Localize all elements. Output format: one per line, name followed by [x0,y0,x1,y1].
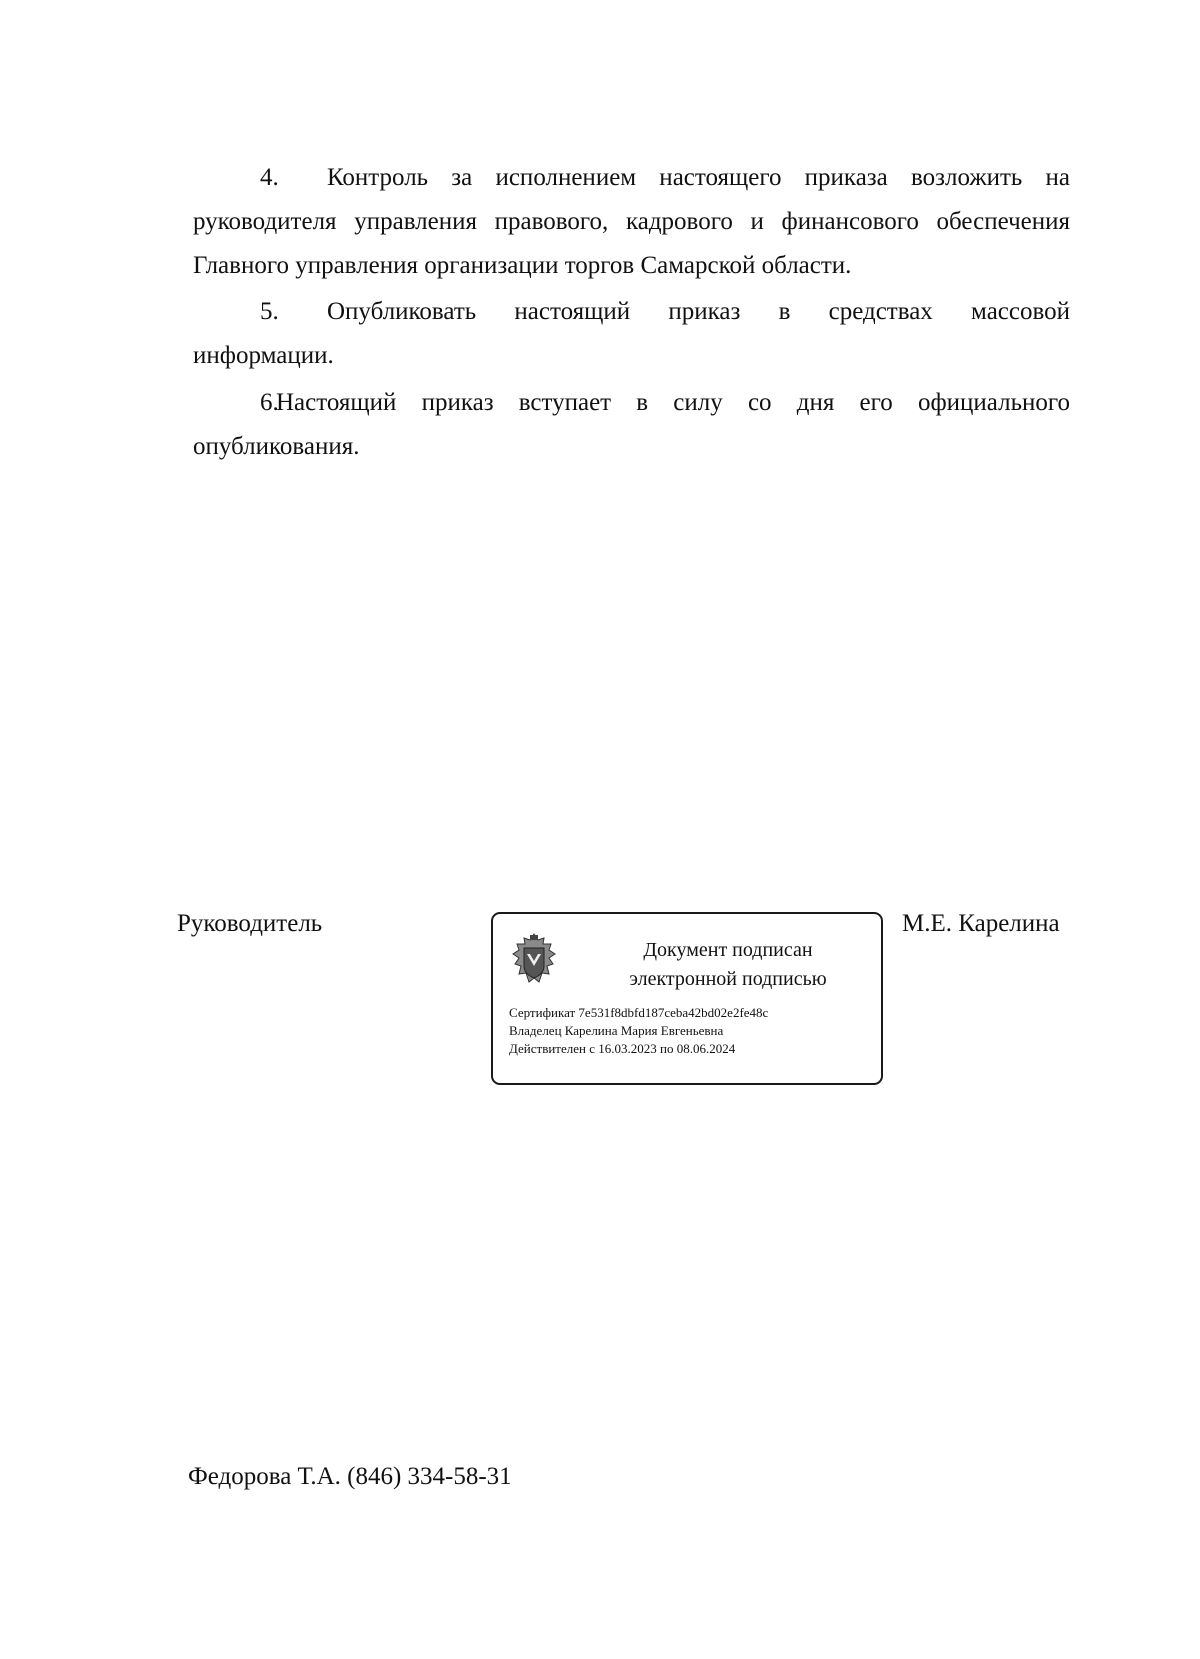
samara-region-coat-of-arms-icon [509,932,559,988]
stamp-details [509,1004,768,1058]
paragraph-4 [193,156,1070,288]
paragraph-text-line: Опубликовать настоящий приказ в средствах массовой [327,298,1070,325]
paragraph-5 [193,290,1070,378]
paragraph-text-line: Главного управления организации торгов Самарской области. [193,252,852,279]
paragraph-text-line: Настоящий приказ вступает в силу со дня его официального [276,389,1070,416]
electronic-signature-stamp [491,912,883,1085]
paragraph-text-line: опубликования. [193,433,360,460]
paragraph-number: 5. [260,298,279,325]
paragraph-number: 6. [260,389,279,416]
paragraph-text-line: руководителя управления правового, кадрового и финансового обеспечения [193,208,1070,235]
certificate-validity: Действителен с 16.03.2023 по 08.06.2024 [509,1041,736,1056]
stamp-heading [593,936,863,994]
signatory-name: М.Е. Карелина [902,910,1060,937]
paragraph-6 [193,381,1070,469]
executor-contact: Федорова Т.А. (846) 334-58-31 [188,1463,512,1490]
signatory-position: Руководитель [177,910,323,937]
paragraph-number: 4. [260,164,279,191]
stamp-heading-line: Документ подписан [643,939,813,961]
paragraph-text-line: информации. [193,342,334,369]
stamp-heading-line: электронной подписью [629,968,827,990]
certificate-owner: Владелец Карелина Мария Евгеньевна [509,1023,724,1038]
paragraph-text-line: Контроль за исполнением настоящего приказа возложить на [327,164,1070,191]
certificate-number: Сертификат 7e531f8dbfd187ceba42bd02e2fe48c [509,1005,769,1020]
